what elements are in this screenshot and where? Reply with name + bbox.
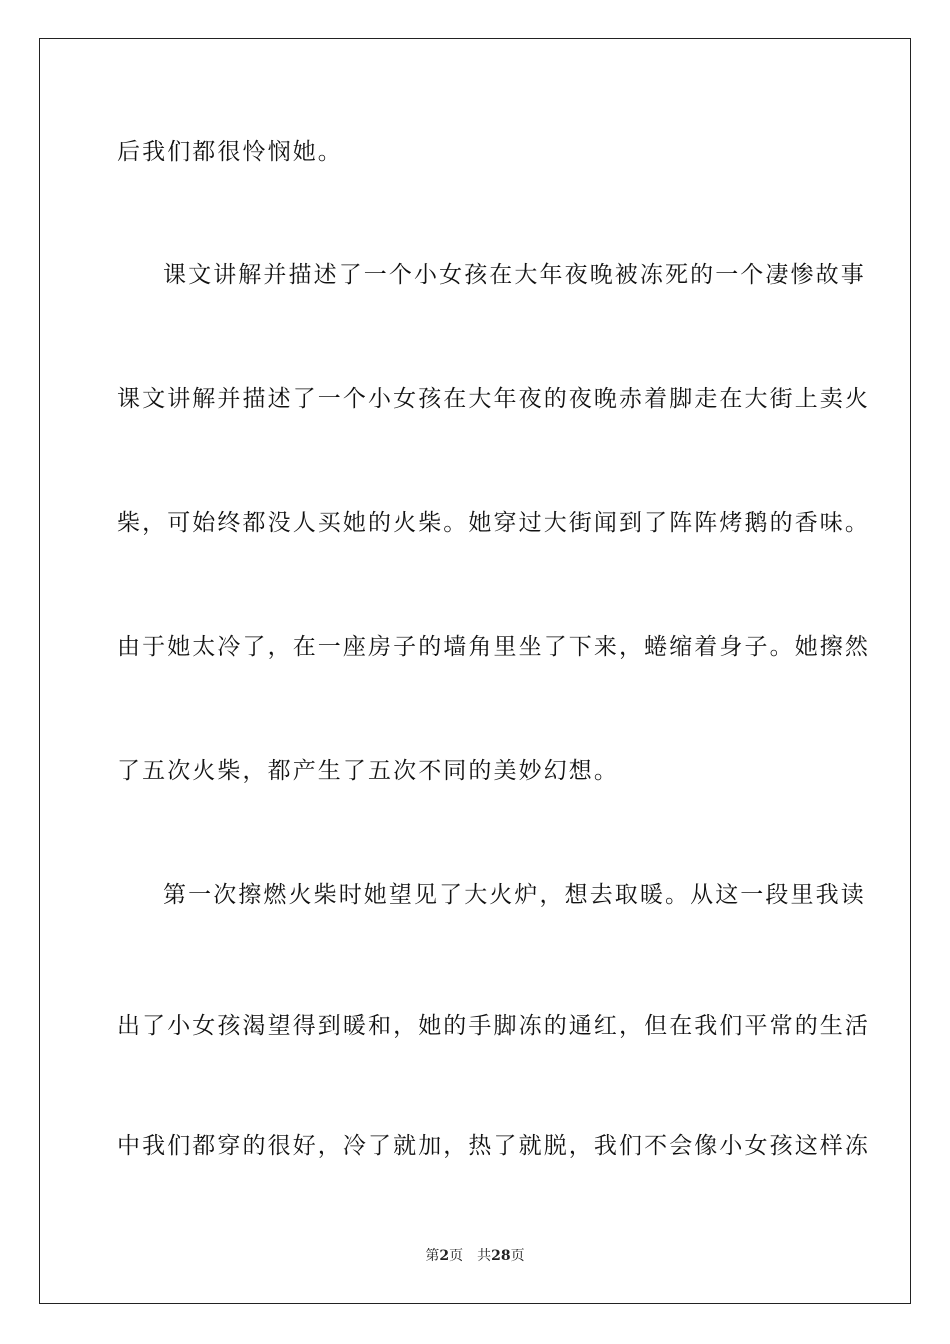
text-line-7: 第一次擦燃火柴时她望见了大火炉，想去取暖。从这一段里我读 xyxy=(163,882,866,908)
text-line-6: 了五次火柴，都产生了五次不同的美妙幻想。 xyxy=(117,758,619,784)
page-suffix: 页 xyxy=(449,1248,464,1264)
text-line-9: 中我们都穿的很好，冷了就加，热了就脱，我们不会像小女孩这样冻 xyxy=(117,1133,870,1159)
text-line-8: 出了小女孩渴望得到暖和，她的手脚冻的通红，但在我们平常的生活 xyxy=(117,1013,870,1039)
total-pages: 28 xyxy=(491,1248,511,1264)
text-line-1: 后我们都很怜悯她。 xyxy=(117,139,343,165)
text-line-3: 课文讲解并描述了一个小女孩在大年夜的夜晚赤着脚走在大街上卖火 xyxy=(117,386,870,412)
total-suffix: 页 xyxy=(510,1248,525,1264)
text-line-2: 课文讲解并描述了一个小女孩在大年夜晚被冻死的一个凄惨故事 xyxy=(163,262,866,288)
total-prefix: 共 xyxy=(477,1248,492,1264)
page-border xyxy=(39,38,911,1304)
page-number: 2 xyxy=(439,1248,450,1264)
text-line-4: 柴，可始终都没人买她的火柴。她穿过大街闻到了阵阵烤鹅的香味。 xyxy=(117,510,870,536)
text-line-5: 由于她太冷了，在一座房子的墙角里坐了下来，蜷缩着身子。她擦然 xyxy=(117,634,870,660)
page-prefix: 第 xyxy=(425,1248,440,1264)
page-footer xyxy=(0,1247,950,1265)
